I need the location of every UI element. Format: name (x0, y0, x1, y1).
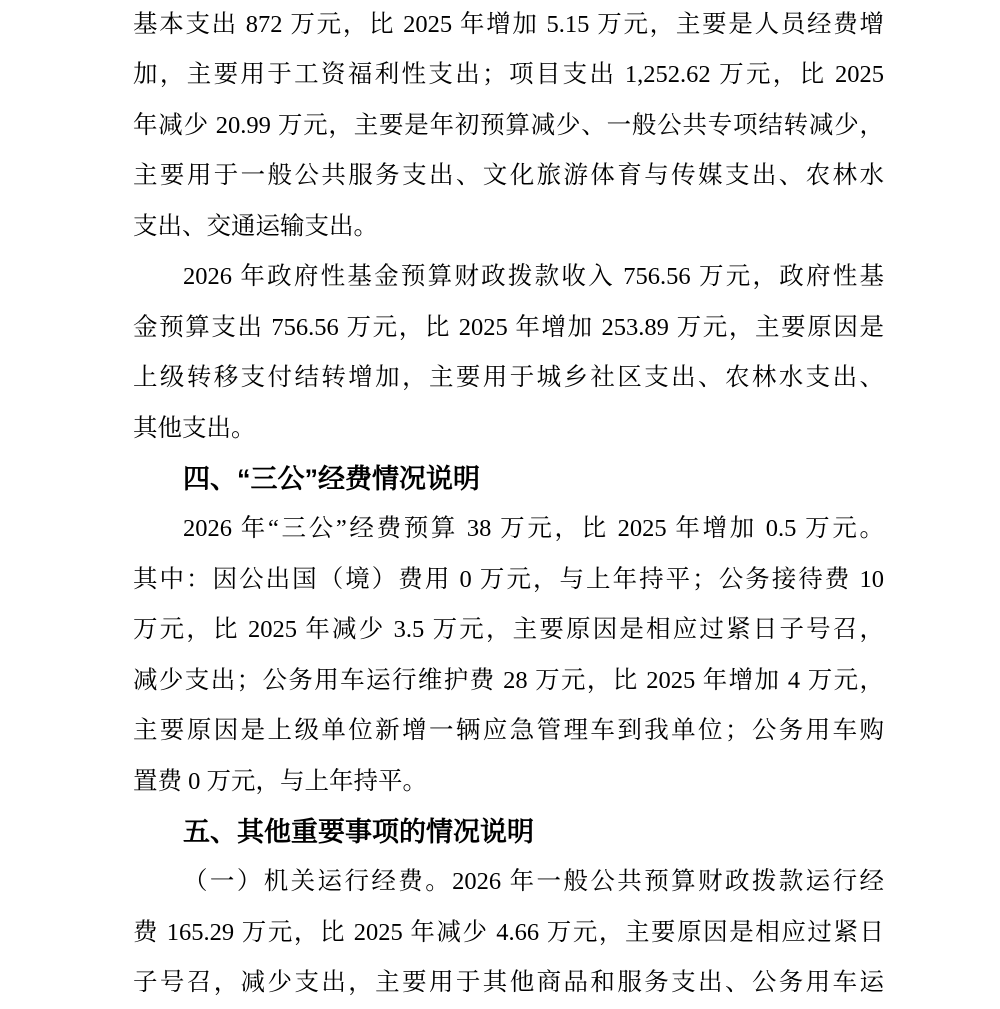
document-line: 上级转移支付结转增加，主要用于城乡社区支出、农林水支出、 (133, 364, 884, 392)
document-line: 2026 年“三公”经费预算 38 万元，比 2025 年增加 0.5 万元。 (183, 515, 884, 543)
document-line: 金预算支出 756.56 万元，比 2025 年增加 253.89 万元，主要原因是 (133, 313, 884, 341)
document-line: 年减少 20.99 万元，主要是年初预算减少、一般公共专项结转减少， (133, 111, 884, 139)
document-line: 费 165.29 万元，比 2025 年减少 4.66 万元，主要原因是相应过紧日 (133, 918, 884, 946)
document-line: 支出、交通运输支出。 (133, 212, 378, 240)
document-line: 主要用于一般公共服务支出、文化旅游体育与传媒支出、农林水 (133, 162, 884, 190)
section-heading-four: 四、“三公”经费情况说明 (183, 463, 480, 494)
section-heading-five: 五、其他重要事项的情况说明 (183, 817, 534, 847)
document-line: 万元，比 2025 年减少 3.5 万元，主要原因是相应过紧日子号召， (133, 616, 884, 644)
document-line: 主要原因是上级单位新增一辆应急管理车到我单位；公务用车购 (133, 717, 884, 745)
document-line: 其他支出。 (133, 414, 256, 442)
document-line: 减少支出；公务用车运行维护费 28 万元，比 2025 年增加 4 万元， (133, 666, 884, 694)
document-line: 基本支出 872 万元，比 2025 年增加 5.15 万元，主要是人员经费增 (133, 11, 884, 38)
document-line: 子号召，减少支出，主要用于其他商品和服务支出、公务用车运 (133, 969, 884, 997)
document-line: 2026 年政府性基金预算财政拨款收入 756.56 万元，政府性基 (183, 263, 884, 291)
document-line: （一）机关运行经费。2026 年一般公共预算财政拨款运行经 (183, 868, 884, 896)
document-line: 其中：因公出国（境）费用 0 万元，与上年持平；公务接待费 10 (133, 565, 884, 593)
document-page (133, 0, 884, 1009)
document-line: 加，主要用于工资福利性支出；项目支出 1,252.62 万元，比 2025 (133, 61, 884, 89)
document-line: 置费 0 万元，与上年持平。 (133, 767, 427, 795)
